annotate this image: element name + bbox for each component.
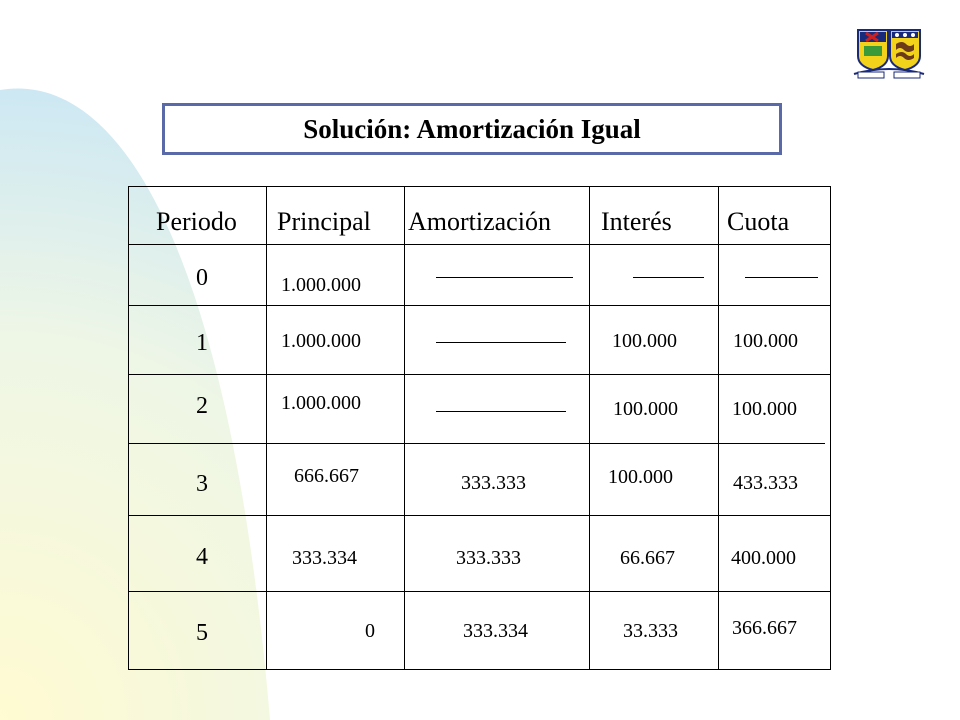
cell-amortizacion: 333.333 [456, 547, 521, 569]
cell-principal: 333.334 [292, 547, 357, 569]
cell-principal: 0 [365, 620, 375, 642]
cell-interes: 33.333 [623, 620, 678, 642]
cell-periodo: 0 [196, 265, 208, 291]
empty-cuota-dash [745, 277, 818, 278]
header-cuota: Cuota [727, 207, 790, 236]
row-divider [128, 374, 831, 375]
page-title: Solución: Amortización Igual [303, 113, 641, 144]
cell-cuota: 366.667 [732, 617, 797, 639]
cell-periodo: 1 [196, 330, 208, 356]
cell-interes: 100.000 [608, 466, 673, 488]
cell-interes: 66.667 [620, 547, 675, 569]
cell-cuota: 433.333 [733, 472, 798, 494]
cell-periodo: 2 [196, 393, 208, 419]
header-interes: Interés [601, 207, 672, 236]
empty-interes-dash [633, 277, 704, 278]
column-divider [589, 186, 590, 670]
cell-cuota: 400.000 [731, 547, 796, 569]
row-divider [128, 305, 831, 306]
column-divider [718, 186, 719, 670]
row-divider [128, 443, 825, 444]
cell-periodo: 5 [196, 620, 208, 646]
row-divider [128, 591, 831, 592]
header-amortizacion: Amortización [408, 207, 551, 236]
cell-principal: 1.000.000 [281, 392, 361, 414]
empty-amortizacion-dash [436, 277, 573, 278]
header-periodo: Periodo [156, 207, 237, 236]
header-principal: Principal [277, 207, 371, 236]
cell-interes: 100.000 [613, 398, 678, 420]
title-box [162, 103, 782, 155]
cell-principal: 1.000.000 [281, 274, 361, 296]
cell-principal: 666.667 [294, 465, 359, 487]
cell-cuota: 100.000 [733, 330, 798, 352]
cell-principal: 1.000.000 [281, 330, 361, 352]
cell-periodo: 3 [196, 471, 208, 497]
empty-amortizacion-dash [436, 342, 566, 343]
university-crest-logo [852, 26, 926, 86]
column-divider [266, 186, 267, 670]
cell-amortizacion: 333.333 [461, 472, 526, 494]
cell-cuota: 100.000 [732, 398, 797, 420]
row-divider [128, 515, 831, 516]
cell-amortizacion: 333.334 [463, 620, 528, 642]
empty-amortizacion-dash [436, 411, 566, 412]
cell-periodo: 4 [196, 544, 208, 570]
row-divider [128, 244, 831, 245]
cell-interes: 100.000 [612, 330, 677, 352]
column-divider [404, 186, 405, 670]
amortization-table [128, 186, 831, 670]
